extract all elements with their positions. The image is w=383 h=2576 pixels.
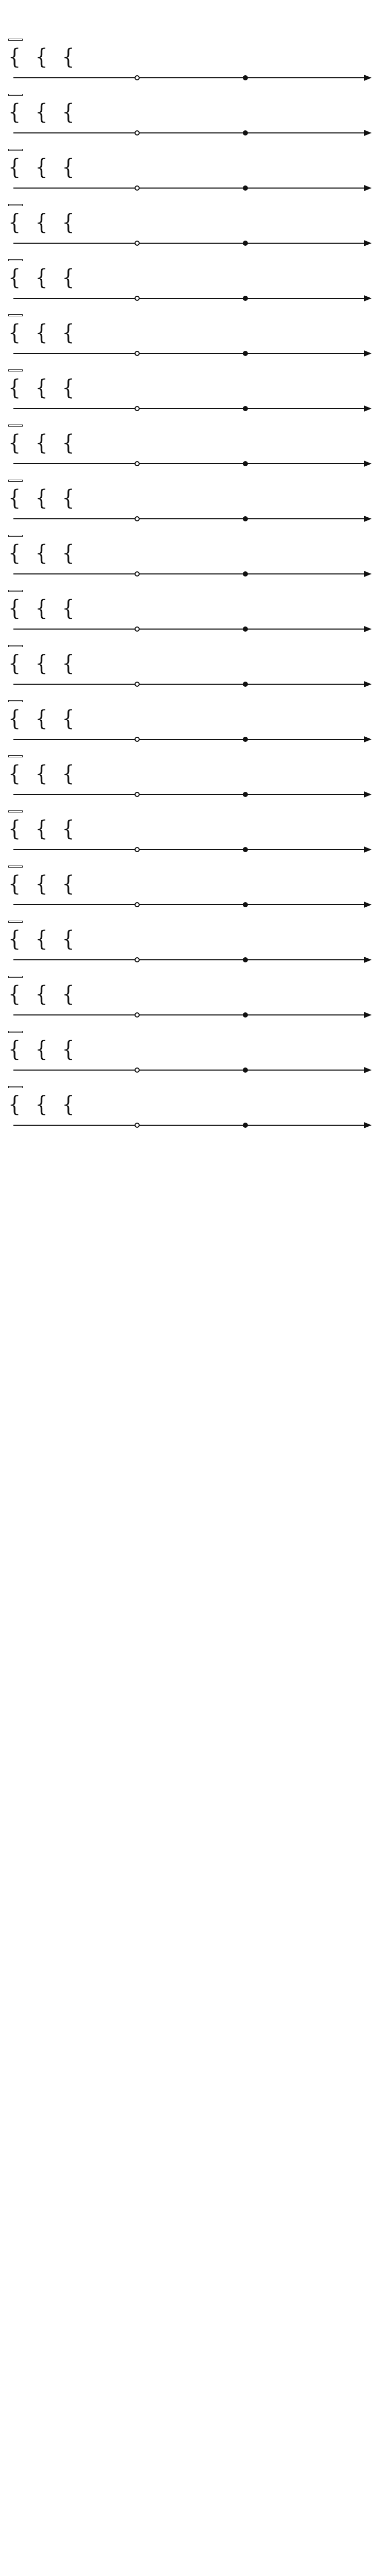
number-line-svg [8, 510, 375, 527]
brace-icon: { [62, 485, 75, 511]
inequality-system [8, 1036, 24, 1062]
arrow-icon [364, 295, 372, 301]
inequality-systems [8, 705, 375, 731]
point-icon [135, 627, 139, 631]
exercise-number [8, 425, 23, 427]
brace-icon: { [62, 319, 75, 345]
exercise-block [8, 862, 375, 913]
brace-icon: { [8, 650, 21, 676]
arrow-icon [364, 791, 372, 798]
exercise-number [8, 755, 23, 757]
brace-icon: { [8, 485, 21, 511]
brace-icon: { [8, 705, 21, 731]
brace-icon: { [8, 926, 21, 952]
point-icon [243, 76, 247, 80]
number-line-svg [8, 730, 375, 748]
number-line [8, 895, 375, 913]
arrow-icon [364, 1012, 372, 1018]
point-icon [243, 572, 247, 576]
point-icon [243, 1068, 247, 1072]
inequality-system [35, 485, 51, 511]
exercise-block [8, 1082, 375, 1133]
point-icon [243, 682, 247, 686]
number-line [8, 510, 375, 527]
inequality-system [62, 926, 77, 952]
inequality-system [35, 595, 51, 621]
brace-icon: { [62, 430, 75, 455]
exercise-block [8, 586, 375, 637]
brace-icon: { [62, 595, 75, 621]
exercise-block [8, 752, 375, 803]
inequality-systems [8, 1036, 375, 1062]
arrow-icon [364, 1067, 372, 1073]
inequality-system [8, 44, 24, 70]
arrow-icon [364, 75, 372, 81]
inequality-systems [8, 816, 375, 841]
inequality-systems [8, 154, 375, 180]
brace-icon: { [8, 540, 21, 566]
brace-icon: { [8, 209, 21, 235]
exercise-number [8, 204, 23, 206]
brace-icon: { [8, 99, 21, 125]
inequality-systems [8, 319, 375, 345]
brace-icon: { [35, 319, 48, 345]
brace-icon: { [35, 99, 48, 125]
inequality-system [8, 871, 24, 896]
number-line [8, 1006, 375, 1023]
point-icon [243, 848, 247, 852]
arrow-icon [364, 185, 372, 191]
number-line-svg [8, 951, 375, 968]
exercise-number [8, 976, 23, 978]
number-line-svg [8, 1006, 375, 1023]
point-icon [135, 76, 139, 80]
point-icon [135, 682, 139, 686]
point-icon [135, 1068, 139, 1072]
arrow-icon [364, 957, 372, 963]
brace-icon: { [8, 375, 21, 400]
inequality-system [62, 540, 77, 566]
point-icon [135, 131, 139, 135]
brace-icon: { [35, 981, 48, 1007]
inequality-system [8, 926, 24, 952]
inequality-system [8, 264, 24, 290]
point-icon [243, 351, 247, 355]
arrow-icon [364, 846, 372, 853]
inequality-system [62, 650, 77, 676]
exercise-number [8, 314, 23, 316]
inequality-system [35, 926, 51, 952]
inequality-system [35, 1091, 51, 1117]
exercise-block [8, 531, 375, 582]
inequality-system [8, 981, 24, 1007]
number-line [8, 620, 375, 637]
point-icon [135, 572, 139, 576]
exercise-number [8, 1031, 23, 1033]
brace-icon: { [8, 1036, 21, 1062]
brace-icon: { [62, 871, 75, 896]
inequality-system [35, 430, 51, 455]
number-line-svg [8, 289, 375, 307]
inequality-system [8, 430, 24, 455]
brace-icon: { [35, 209, 48, 235]
brace-icon: { [8, 1091, 21, 1117]
number-line [8, 951, 375, 968]
point-icon [135, 737, 139, 741]
brace-icon: { [62, 1036, 75, 1062]
exercise-number [8, 700, 23, 702]
brace-icon: { [62, 816, 75, 841]
brace-icon: { [35, 926, 48, 952]
number-line-svg [8, 1061, 375, 1078]
brace-icon: { [62, 1091, 75, 1117]
inequality-system [8, 154, 24, 180]
inequality-system [8, 816, 24, 841]
inequality-system [8, 319, 24, 345]
exercise-block [8, 807, 375, 858]
inequality-system [8, 540, 24, 566]
inequality-systems [8, 99, 375, 125]
inequality-system [62, 1091, 77, 1117]
inequality-system [8, 485, 24, 511]
point-icon [135, 462, 139, 466]
brace-icon: { [35, 1036, 48, 1062]
exercise-number [8, 369, 23, 371]
point-icon [135, 241, 139, 245]
inequality-systems [8, 650, 375, 676]
number-line [8, 454, 375, 472]
exercise-block [8, 641, 375, 692]
brace-icon: { [8, 319, 21, 345]
number-line [8, 399, 375, 417]
brace-icon: { [62, 264, 75, 290]
number-line [8, 234, 375, 251]
brace-icon: { [62, 981, 75, 1007]
number-line-svg [8, 454, 375, 472]
point-icon [243, 186, 247, 190]
exercise-block [8, 476, 375, 527]
brace-icon: { [62, 99, 75, 125]
inequality-system [62, 319, 77, 345]
inequality-system [62, 44, 77, 70]
inequality-system [35, 650, 51, 676]
brace-icon: { [35, 760, 48, 786]
brace-icon: { [8, 871, 21, 896]
inequality-system [8, 209, 24, 235]
number-line-svg [8, 565, 375, 582]
document-content [8, 35, 375, 1138]
inequality-system [62, 209, 77, 235]
brace-icon: { [62, 209, 75, 235]
inequality-system [62, 485, 77, 511]
point-icon [243, 792, 247, 796]
inequality-system [35, 264, 51, 290]
number-line [8, 565, 375, 582]
inequality-systems [8, 264, 375, 290]
number-line [8, 730, 375, 748]
inequality-system [62, 871, 77, 896]
inequality-system [62, 595, 77, 621]
exercise-number [8, 921, 23, 923]
inequality-system [35, 871, 51, 896]
point-icon [243, 241, 247, 245]
brace-icon: { [35, 871, 48, 896]
brace-icon: { [8, 760, 21, 786]
point-icon [135, 1013, 139, 1017]
brace-icon: { [8, 595, 21, 621]
inequality-system [35, 154, 51, 180]
number-line [8, 785, 375, 803]
number-line-svg [8, 124, 375, 141]
brace-icon: { [8, 264, 21, 290]
arrow-icon [364, 405, 372, 412]
number-line-svg [8, 620, 375, 637]
inequality-system [8, 650, 24, 676]
arrow-icon [364, 516, 372, 522]
point-icon [243, 1013, 247, 1017]
inequality-system [62, 375, 77, 400]
inequality-system [62, 154, 77, 180]
inequality-system [35, 981, 51, 1007]
number-line [8, 69, 375, 86]
point-icon [135, 958, 139, 962]
exercise-block [8, 145, 375, 196]
point-icon [243, 131, 247, 135]
exercise-number [8, 39, 23, 41]
inequality-systems [8, 760, 375, 786]
arrow-icon [364, 350, 372, 357]
inequality-system [62, 430, 77, 455]
number-line [8, 344, 375, 362]
inequality-system [35, 540, 51, 566]
exercise-number [8, 1086, 23, 1088]
brace-icon: { [35, 816, 48, 841]
inequality-system [35, 375, 51, 400]
exercise-block [8, 1027, 375, 1078]
number-line [8, 1061, 375, 1078]
exercise-block [8, 366, 375, 417]
inequality-system [8, 705, 24, 731]
inequality-systems [8, 981, 375, 1007]
brace-icon: { [8, 981, 21, 1007]
inequality-system [8, 1091, 24, 1117]
number-line-svg [8, 840, 375, 858]
inequality-system [35, 99, 51, 125]
brace-icon: { [35, 264, 48, 290]
point-icon [243, 296, 247, 300]
point-icon [243, 406, 247, 411]
brace-icon: { [35, 485, 48, 511]
inequality-system [62, 760, 77, 786]
inequality-system [62, 99, 77, 125]
exercise-number [8, 94, 23, 96]
inequality-system [35, 760, 51, 786]
point-icon [243, 737, 247, 741]
exercise-number [8, 590, 23, 592]
arrow-icon [364, 1122, 372, 1128]
exercise-number [8, 149, 23, 151]
number-line [8, 840, 375, 858]
brace-icon: { [35, 154, 48, 180]
inequality-system [35, 44, 51, 70]
point-icon [135, 1123, 139, 1127]
inequality-system [35, 209, 51, 235]
inequality-systems [8, 540, 375, 566]
inequality-systems [8, 485, 375, 511]
number-line-svg [8, 344, 375, 362]
exercise-block [8, 917, 375, 968]
number-line-svg [8, 1116, 375, 1133]
brace-icon: { [62, 375, 75, 400]
number-line [8, 289, 375, 307]
exercise-block [8, 35, 375, 86]
point-icon [135, 351, 139, 355]
number-line-svg [8, 895, 375, 913]
brace-icon: { [35, 540, 48, 566]
brace-icon: { [8, 430, 21, 455]
number-line-svg [8, 234, 375, 251]
inequality-systems [8, 926, 375, 952]
point-icon [135, 296, 139, 300]
brace-icon: { [62, 540, 75, 566]
inequality-system [35, 816, 51, 841]
inequality-system [35, 1036, 51, 1062]
inequality-system [62, 705, 77, 731]
exercise-block [8, 697, 375, 748]
number-line-svg [8, 179, 375, 196]
number-line [8, 1116, 375, 1133]
brace-icon: { [62, 154, 75, 180]
point-icon [243, 903, 247, 907]
exercise-block [8, 311, 375, 362]
brace-icon: { [35, 430, 48, 455]
brace-icon: { [8, 154, 21, 180]
number-line-svg [8, 69, 375, 86]
arrow-icon [364, 130, 372, 136]
arrow-icon [364, 626, 372, 632]
exercise-number [8, 866, 23, 868]
inequality-systems [8, 430, 375, 455]
inequality-system [35, 705, 51, 731]
inequality-system [62, 1036, 77, 1062]
exercise-number [8, 259, 23, 261]
inequality-system [35, 319, 51, 345]
inequality-systems [8, 1091, 375, 1117]
inequality-system [8, 595, 24, 621]
point-icon [243, 627, 247, 631]
exercise-block [8, 256, 375, 307]
inequality-systems [8, 595, 375, 621]
exercise-block [8, 972, 375, 1023]
point-icon [243, 958, 247, 962]
brace-icon: { [8, 816, 21, 841]
inequality-systems [8, 375, 375, 400]
point-icon [135, 848, 139, 852]
brace-icon: { [35, 650, 48, 676]
inequality-system [8, 99, 24, 125]
exercise-number [8, 645, 23, 647]
point-icon [243, 1123, 247, 1127]
brace-icon: { [62, 705, 75, 731]
exercise-number [8, 480, 23, 482]
number-line [8, 179, 375, 196]
brace-icon: { [62, 926, 75, 952]
exercise-block [8, 90, 375, 141]
number-line-svg [8, 785, 375, 803]
point-icon [135, 903, 139, 907]
arrow-icon [364, 736, 372, 742]
brace-icon: { [62, 650, 75, 676]
brace-icon: { [8, 44, 21, 70]
brace-icon: { [35, 595, 48, 621]
inequality-system [62, 816, 77, 841]
number-line [8, 675, 375, 692]
brace-icon: { [35, 44, 48, 70]
number-line-svg [8, 399, 375, 417]
number-line-svg [8, 675, 375, 692]
exercise-block [8, 200, 375, 251]
point-icon [135, 186, 139, 190]
inequality-systems [8, 871, 375, 896]
exercise-number [8, 810, 23, 812]
arrow-icon [364, 240, 372, 246]
inequality-systems [8, 209, 375, 235]
exercise-number [8, 535, 23, 537]
point-icon [243, 462, 247, 466]
inequality-systems [8, 44, 375, 70]
point-icon [135, 406, 139, 411]
brace-icon: { [62, 44, 75, 70]
arrow-icon [364, 571, 372, 577]
arrow-icon [364, 461, 372, 467]
inequality-system [8, 760, 24, 786]
arrow-icon [364, 902, 372, 908]
inequality-system [8, 375, 24, 400]
point-icon [243, 517, 247, 521]
number-line [8, 124, 375, 141]
point-icon [135, 517, 139, 521]
exercise-block [8, 421, 375, 472]
arrow-icon [364, 681, 372, 687]
brace-icon: { [62, 760, 75, 786]
inequality-system [62, 264, 77, 290]
brace-icon: { [35, 705, 48, 731]
point-icon [135, 792, 139, 796]
brace-icon: { [35, 1091, 48, 1117]
brace-icon: { [35, 375, 48, 400]
inequality-system [62, 981, 77, 1007]
